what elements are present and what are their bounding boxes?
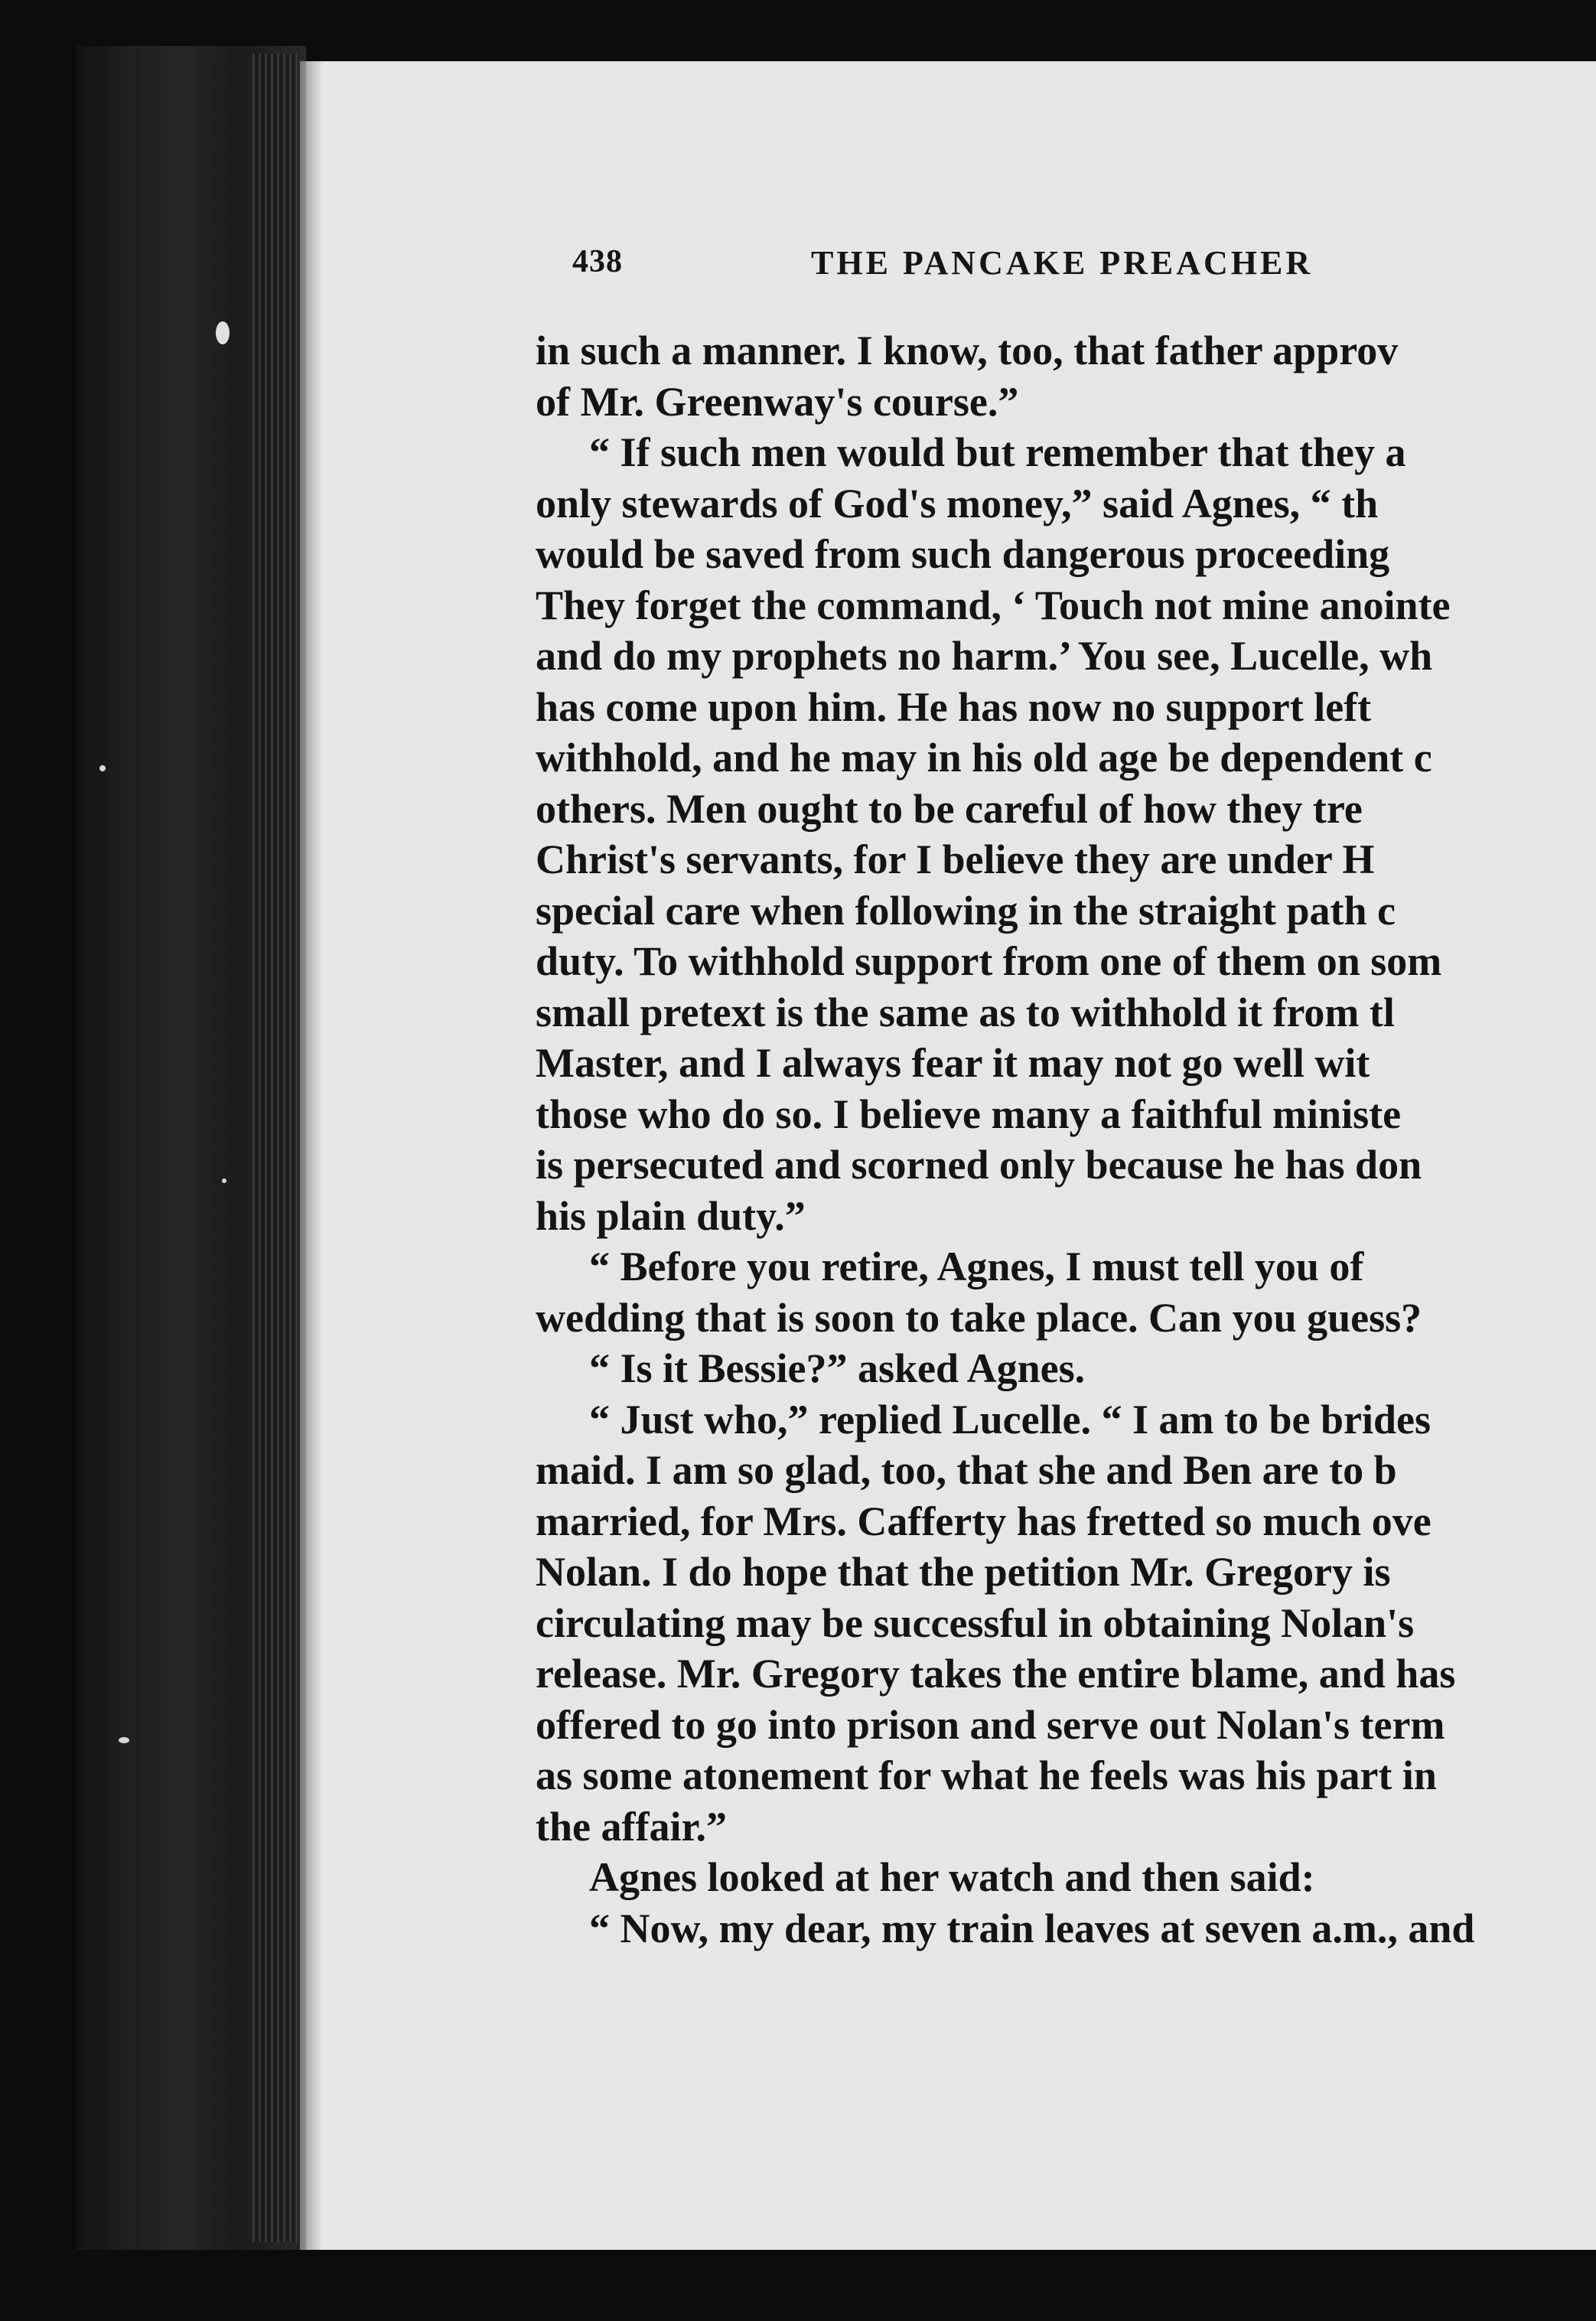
- text-line: married, for Mrs. Cafferty has fretted so much ove: [536, 1498, 1432, 1544]
- dust-speck: [222, 1178, 226, 1183]
- text-line: Nolan. I do hope that the petition Mr. Gregory is: [536, 1549, 1391, 1595]
- text-line: in such a manner. I know, too, that father approv: [536, 328, 1399, 373]
- page-stack-edge: [252, 54, 298, 2242]
- text-line: Christ's servants, for I believe they are under H: [536, 836, 1375, 882]
- dust-speck: [119, 1737, 129, 1743]
- dust-speck: [216, 321, 230, 344]
- text-line: “ Now, my dear, my train leaves at seven a.m., and: [589, 1905, 1475, 1951]
- body-text: [536, 325, 1596, 2009]
- text-line: those who do so. I believe many a faithful ministe: [536, 1090, 1402, 1137]
- page-header: [572, 243, 1596, 289]
- text-line: would be saved from such dangerous proceeding: [536, 531, 1390, 577]
- text-line: has come upon him. He has now no support left: [536, 683, 1372, 730]
- text-line: duty. To withhold support from one of them on som: [536, 938, 1442, 984]
- text-line: his plain duty.”: [536, 1192, 806, 1239]
- text-line: as some atonement for what he feels was his part in: [536, 1752, 1437, 1798]
- running-title: THE PANCAKE PREACHER: [811, 244, 1314, 282]
- text-line: is persecuted and scorned only because he has don: [536, 1142, 1422, 1188]
- page-number: 438: [572, 244, 623, 279]
- text-line: special care when following in the straight path c: [536, 887, 1396, 934]
- text-line: maid. I am so glad, too, that she and Ben are to b: [536, 1447, 1397, 1493]
- text-line: offered to go into prison and serve out Nolan's term: [536, 1701, 1445, 1748]
- text-line: of Mr. Greenway's course.”: [536, 378, 1019, 425]
- text-line: wedding that is soon to take place. Can you guess?: [536, 1294, 1422, 1341]
- text-line: Master, and I always fear it may not go well wit: [536, 1040, 1370, 1086]
- text-line: and do my prophets no harm.’ You see, Lucelle, wh: [536, 633, 1433, 679]
- text-line: release. Mr. Gregory takes the entire blame, and has: [536, 1651, 1456, 1697]
- text-line: the affair.”: [536, 1803, 727, 1850]
- text-line: “ Is it Bessie?” asked Agnes.: [589, 1345, 1086, 1391]
- text-line: They forget the command, ‘ Touch not mine anointe: [536, 582, 1451, 628]
- text-line: withhold, and he may in his old age be dependent c: [536, 735, 1432, 781]
- text-line: “ Before you retire, Agnes, I must tell you of: [589, 1244, 1364, 1289]
- text-line: only stewards of God's money,” said Agnes, “ th: [536, 480, 1379, 526]
- text-line: circulating may be successful in obtaining Nolan's: [536, 1599, 1415, 1646]
- page-gutter-shadow: [300, 61, 323, 2250]
- text-line: others. Men ought to be careful of how they tre: [536, 785, 1363, 832]
- text-line: small pretext is the same as to withhold it from tl: [536, 989, 1395, 1035]
- text-line: “ Just who,” replied Lucelle. “ I am to be brides: [589, 1396, 1432, 1442]
- dust-speck: [99, 765, 106, 771]
- text-line: Agnes looked at her watch and then said:: [589, 1854, 1315, 1900]
- text-line: “ If such men would but remember that they a: [589, 429, 1406, 475]
